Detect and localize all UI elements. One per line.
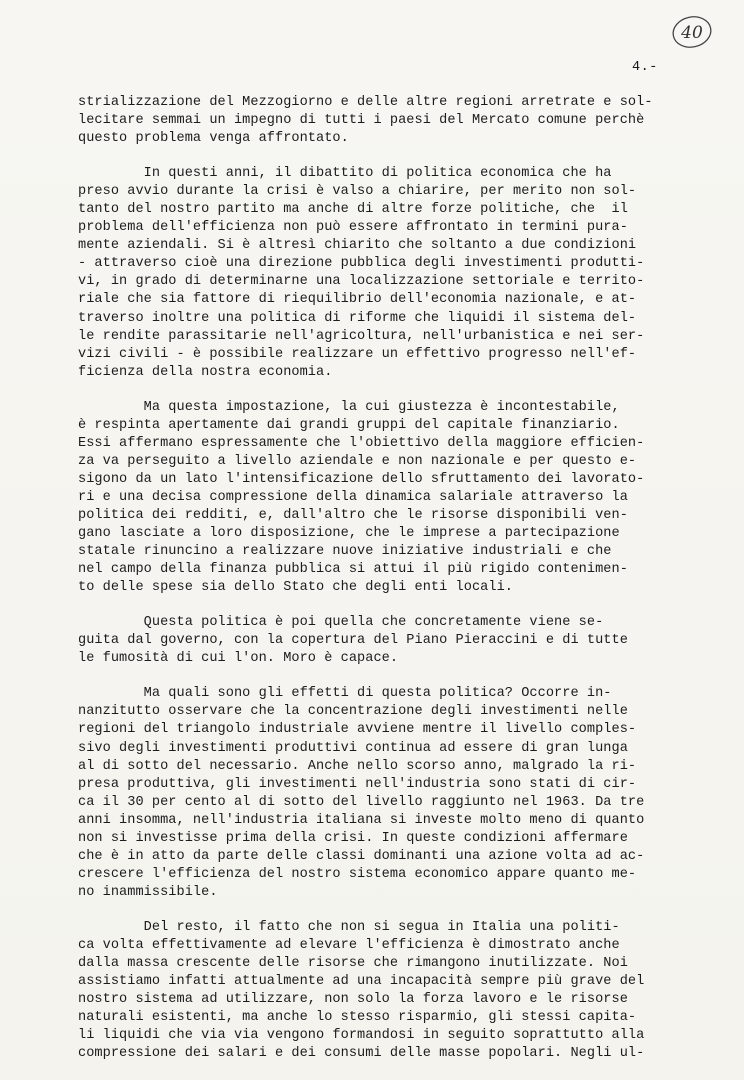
text-line: al di sotto del necessario. Anche nello scorso anno, malgrado la ri- bbox=[78, 758, 637, 774]
text-line: presa produttiva, gli investimenti nell'industria sono stati di cir- bbox=[78, 776, 637, 792]
circled-number-icon bbox=[668, 10, 716, 54]
paragraph bbox=[78, 919, 698, 1063]
text-line: ca volta effettivamente ad elevare l'efficienza è dimostrato anche bbox=[78, 937, 620, 953]
paragraph bbox=[78, 94, 698, 148]
text-line: statale rinuncino a realizzare nuove iniziative industriali e che bbox=[78, 544, 612, 560]
paragraph bbox=[78, 165, 698, 382]
text-line: strializzazione del Mezzogiorno e delle altre regioni arretrate e sol- bbox=[78, 95, 653, 110]
text-line: nel campo della finanza pubblica si attui il più rigido contenimen- bbox=[78, 562, 628, 578]
text-line: ca il 30 per cento al di sotto del livello raggiunto nel 1963. Da tre bbox=[78, 794, 645, 810]
text-line: sivo degli investimenti produttivi continua ad essere di gran lunga bbox=[78, 740, 628, 756]
text-line: vizi civili - è possibile realizzare un effettivo progresso nell'ef- bbox=[78, 346, 637, 362]
text-line: lecitare semmai un impegno di tutti i paesi del Mercato comune perchè bbox=[78, 113, 645, 129]
text-line: dalla massa crescente delle risorse che rimangono inutilizzate. Noi bbox=[78, 956, 628, 972]
text-line: compressione dei salari e dei consumi delle masse popolari. Negli ul- bbox=[78, 1046, 645, 1062]
text-line: In questi anni, il dibattito di politica economica che ha bbox=[78, 166, 612, 182]
text-line: le rendite parassitarie nell'agricoltura, nell'urbanistica e nei ser- bbox=[78, 328, 645, 344]
text-line: za va perseguito a livello aziendale e non nazionale e per questo e- bbox=[78, 453, 637, 469]
text-line: Essi affermano espressamente che l'obiettivo della maggiore efficien- bbox=[78, 435, 645, 451]
text-line: preso avvio durante la crisi è valso a chiarire, per merito non sol- bbox=[78, 184, 637, 200]
archive-number-text: 40 bbox=[681, 23, 703, 43]
text-line: mente aziendali. Si è altresì chiarito che soltanto a due condizioni bbox=[78, 238, 637, 254]
text-line: gano lasciate a loro disposizione, che le imprese a partecipazione bbox=[78, 526, 620, 542]
text-line: non si investisse prima della crisi. In queste condizioni affermare bbox=[78, 830, 628, 846]
text-line: vi, in grado di determinarne una localizzazione settoriale e territo- bbox=[78, 274, 645, 290]
text-line: è respinta apertamente dai grandi gruppi del capitale finanziario. bbox=[78, 417, 620, 433]
text-line: guita dal governo, con la copertura del Piano Pieraccini e di tutte bbox=[78, 633, 628, 649]
text-line: crescere l'efficienza del nostro sistema economico appare quanto me- bbox=[78, 866, 637, 882]
text-line: assistiamo infatti attualmente ad una incapacità sempre più grave del bbox=[78, 974, 645, 990]
page-number: 4.- bbox=[632, 60, 658, 75]
text-line: nostro sistema ad utilizzare, non solo la forza lavoro e le risorse bbox=[78, 992, 628, 1008]
text-line: anni insomma, nell'industria italiana si investe molto meno di quanto bbox=[78, 812, 645, 828]
text-line: tanto del nostro partito ma anche di altre forze politiche, che il bbox=[78, 202, 628, 218]
text-line: le fumosità di cui l'on. Moro è capace. bbox=[78, 651, 399, 667]
text-line: naturali esistenti, ma anche lo stesso risparmio, gli stessi capita- bbox=[78, 1010, 637, 1026]
paragraph bbox=[78, 399, 698, 598]
text-line: che è in atto da parte delle classi dominanti una azione volta ad ac- bbox=[78, 848, 645, 864]
text-line: li liquidi che via via vengono formandosi in seguito soprattutto alla bbox=[78, 1028, 645, 1044]
archive-number-stamp bbox=[668, 10, 716, 54]
text-line: to delle spese sia dello Stato che degli enti locali. bbox=[78, 580, 514, 596]
text-line: Questa politica è poi quella che concretamente viene se- bbox=[78, 615, 604, 631]
paragraph bbox=[78, 614, 698, 668]
text-line: Del resto, il fatto che non si segua in Italia una politi- bbox=[78, 919, 620, 935]
text-line: - attraverso cioè una direzione pubblica degli investimenti produtti- bbox=[78, 256, 645, 272]
document-body bbox=[78, 94, 698, 1063]
text-line: no inammissibile. bbox=[78, 884, 218, 900]
paragraph bbox=[78, 685, 698, 902]
text-line: regioni del triangolo industriale avviene mentre il livello comples- bbox=[78, 722, 637, 738]
text-line: ficienza della nostra economia. bbox=[78, 364, 333, 380]
text-line: traverso inoltre una politica di riforme che liquidi il sistema del- bbox=[78, 310, 637, 326]
text-line: Ma questa impostazione, la cui giustezza è incontestabile, bbox=[78, 399, 620, 415]
text-line: nanzitutto osservare che la concentrazione degli investimenti nelle bbox=[78, 704, 628, 720]
text-line: ri e una decisa compressione della dinamica salariale attraverso la bbox=[78, 489, 628, 505]
text-line: Ma quali sono gli effetti di questa politica? Occorre in- bbox=[78, 686, 612, 702]
text-line: problema dell'efficienza non può essere affrontato in termini pura- bbox=[78, 220, 628, 236]
text-line: riale che sia fattore di riequilibrio dell'economia nazionale, e at- bbox=[78, 292, 637, 308]
text-line: sigono da un lato l'intensificazione dello sfruttamento dei lavorato- bbox=[78, 471, 645, 487]
text-line: politica dei redditi, e, dall'altro che le risorse disponibili ven- bbox=[78, 507, 628, 523]
text-line: questo problema venga affrontato. bbox=[78, 131, 349, 147]
